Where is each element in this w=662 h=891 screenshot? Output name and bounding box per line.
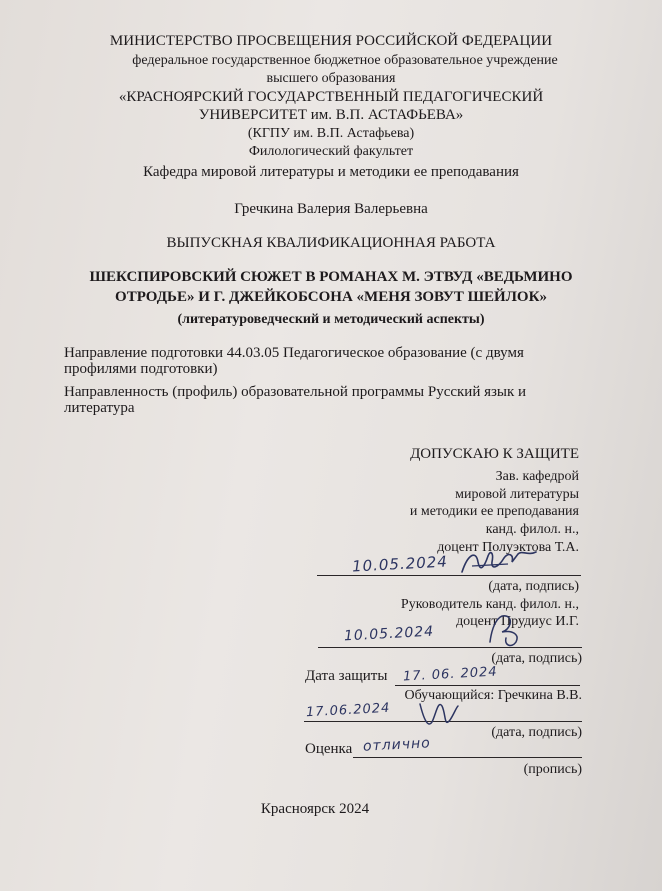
thesis-title-line-2: ОТРОДЬЕ» И Г. ДЖЕЙКОБСОНА «МЕНЯ ЗОВУТ ШЕЙЛОК» [115, 289, 547, 305]
defense-handwritten-date: 17. 06. 2024 [402, 664, 499, 685]
city-year: Красноярск 2024 [260, 801, 370, 817]
university-line-2: УНИВЕРСИТЕТ им. В.П. АСТАФЬЕВА» [198, 107, 464, 123]
university-abbreviation: (КГПУ им. В.П. Астафьева) [247, 126, 415, 141]
institution-line-2: высшего образования [266, 71, 396, 86]
thesis-subtitle: (литературоведческий и методический аспекты) [177, 312, 485, 327]
grade-label: Оценка [305, 741, 353, 757]
defense-date-label: Дата защиты [305, 668, 388, 684]
grade-line [353, 757, 582, 758]
approval-signature-icon [458, 546, 540, 580]
supervisor-handwritten-date: 10.05.2024 [343, 623, 435, 645]
defense-date-line [395, 685, 580, 686]
supervisor-line-1: Руководитель канд. филол. н., [400, 597, 579, 612]
approval-heading: ДОПУСКАЮ К ЗАЩИТЕ [410, 446, 579, 462]
ministry-line: МИНИСТЕРСТВО ПРОСВЕЩЕНИЯ РОССИЙСКОЙ ФЕДЕРАЦИИ [109, 33, 553, 49]
student-signature-icon [416, 694, 460, 734]
approval-line-1: Зав. кафедрой [495, 469, 579, 484]
direction-line-1: Направление подготовки 44.03.05 Педагогическое образование (с двумя [64, 345, 524, 361]
author-name: Гречкина Валерия Валерьевна [234, 201, 428, 217]
university-line-1: «КРАСНОЯРСКИЙ ГОСУДАРСТВЕННЫЙ ПЕДАГОГИЧЕСКИЙ [118, 89, 544, 105]
supervisor-line-2: доцент Прудиус И.Г. [456, 614, 579, 629]
profile-line-1: Направленность (профиль) образовательной программы Русский язык и [64, 384, 527, 400]
approval-line-2: мировой литературы [455, 487, 579, 502]
thesis-title-line-1: ШЕКСПИРОВСКИЙ СЮЖЕТ В РОМАНАХ М. ЭТВУД «ВЕДЬМИНО [89, 269, 573, 285]
approval-line-3: и методики ее преподавания [409, 504, 579, 519]
profile-line-2: литература [64, 400, 135, 416]
direction-line-2: профилями подготовки) [64, 361, 218, 377]
student-line: Обучающийся: Гречкина В.В. [404, 688, 582, 703]
approval-line-5: доцент Полуэктова Т.А. [437, 540, 579, 555]
grade-handwritten-value: отлично [362, 735, 432, 755]
supervisor-signature-line [318, 647, 582, 648]
grade-caption: (пропись) [523, 762, 582, 777]
faculty-line: Филологический факультет [248, 144, 414, 159]
approval-handwritten-date: 10.05.2024 [351, 552, 449, 576]
student-caption: (дата, подпись) [491, 725, 582, 740]
approval-line-4: канд. филол. н., [485, 522, 579, 537]
department-line: Кафедра мировой литературы и методики ее преподавания [143, 164, 519, 180]
student-handwritten-date: 17.06.2024 [305, 700, 391, 721]
institution-line-1: федеральное государственное бюджетное образовательное учреждение [132, 53, 558, 68]
supervisor-caption: (дата, подпись) [491, 651, 582, 666]
approval-caption: (дата, подпись) [488, 579, 579, 594]
supervisor-signature-icon [484, 608, 528, 650]
work-type: ВЫПУСКНАЯ КВАЛИФИКАЦИОННАЯ РАБОТА [166, 235, 496, 251]
